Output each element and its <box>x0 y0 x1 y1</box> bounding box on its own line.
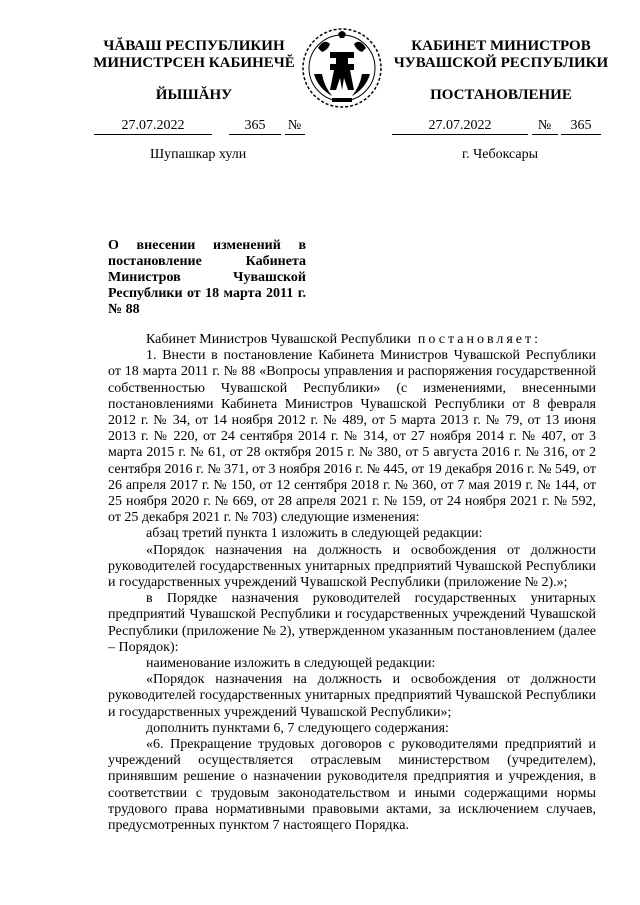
body-paragraph-7: дополнить пунктами 6, 7 следующего содержания: <box>146 720 449 736</box>
body-intro <box>108 332 596 348</box>
header-left <box>88 38 300 72</box>
registration-left <box>94 118 305 136</box>
registration-right <box>392 118 601 136</box>
header-right <box>392 38 610 72</box>
number-left: 365 <box>229 118 281 135</box>
header-right-line2: ЧУВАШСКОЙ РЕСПУБЛИКИ <box>393 55 609 71</box>
date-left: 27.07.2022 <box>94 118 212 135</box>
document-body <box>108 332 596 834</box>
number-sign-right: № <box>532 118 558 135</box>
doc-type-right: ПОСТАНОВЛЕНИЕ <box>430 87 572 103</box>
date-right: 27.07.2022 <box>392 118 528 135</box>
chuvash-coat-of-arms-icon <box>300 24 384 110</box>
city-right: г. Чебоксары <box>462 147 539 162</box>
document-subject: О внесении изменений в постановление Кабинета Министров Чувашской Республики от 18 марта 2011 г. № 88 <box>108 238 306 317</box>
body-intro-prefix: Кабинет Министров Чувашской Республики <box>146 332 411 347</box>
body-paragraph-3: «Порядок назначения на должность и освобождения от должности руководителей государственных унитарных предприятий Чувашской Республики и государственных учреждений Чувашской Республики (приложение № 2).»; <box>108 542 596 591</box>
body-paragraph-6: «Порядок назначения на должность и освобождения от должности руководителей государственных унитарных предприятий Чувашской Республики и государственных учреждений Чувашской Республики»; <box>108 672 596 720</box>
body-paragraph-2: абзац третий пункта 1 изложить в следующей редакции: <box>146 526 483 542</box>
doc-type-left: ЙЫШĂНУ <box>155 87 233 103</box>
body-paragraph-4: в Порядке назначения руководителей государственных унитарных предприятий Чувашской Республики и государственных учреждений Чувашской Республики (приложение № 2), утвержденном указанным постановлением (далее – Порядок): <box>108 591 596 655</box>
number-right: 365 <box>561 118 601 135</box>
body-paragraph-8: «6. Прекращение трудовых договоров с руководителями предприятий и учреждений осуществляется отраслевым министерством (учредителем), принявшим решение о назначении руководителя предприятия и учреждения, в соответствии с трудовым законодательством и иными содержащими нормы трудового права нормативными правовыми актами, за исключением случаев, предусмотренных пунктом 7 настоящего Порядка. <box>108 737 596 834</box>
header-left-line2: МИНИСТРСЕН КАБИНЕЧĔ <box>93 55 295 71</box>
body-paragraph-1: 1. Внести в постановление Кабинета Министров Чувашской Республики от 18 марта 2011 г. № 88 «Вопросы управления и распоряжения государственной собственностью Чувашской Республики» (с изменениями, внесенными постановлениями Кабинета Министров Чувашской Республики от 8 февраля 2012 г. № 34, от 14 ноября 2012 г. № 489, от 5 марта 2013 г. № 79, от 13 июня 2013 г. № 220, от 24 сентября 2014 г. № 314, от 27 ноября 2014 г. № 407, от 3 марта 2015 г. № 61, от 28 октября 2015 г. № 380, от 5 августа 2016 г. № 316, от 2 сентября 2016 г. № 371, от 3 ноября 2016 г. № 445, от 19 декабря 2016 г. № 549, от 26 апреля 2017 г. № 150, от 12 сентября 2018 г. № 360, от 7 мая 2019 г. № 144, от 25 ноября 2020 г. № 669, от 28 апреля 2021 г. № 159, от 24 ноября 2021 г. № 592, от 25 декабря 2021 г. № 703) следующие изменения: <box>108 348 596 526</box>
number-sign-left: № <box>285 118 305 135</box>
city-left: Шупашкар хули <box>150 147 247 162</box>
header-right-line1: КАБИНЕТ МИНИСТРОВ <box>411 38 591 54</box>
header-left-line1: ЧĂВАШ РЕСПУБЛИКИН <box>103 38 285 54</box>
body-paragraph-5: наименование изложить в следующей редакции: <box>146 656 436 672</box>
body-intro-verb: постановляет: <box>417 332 542 347</box>
